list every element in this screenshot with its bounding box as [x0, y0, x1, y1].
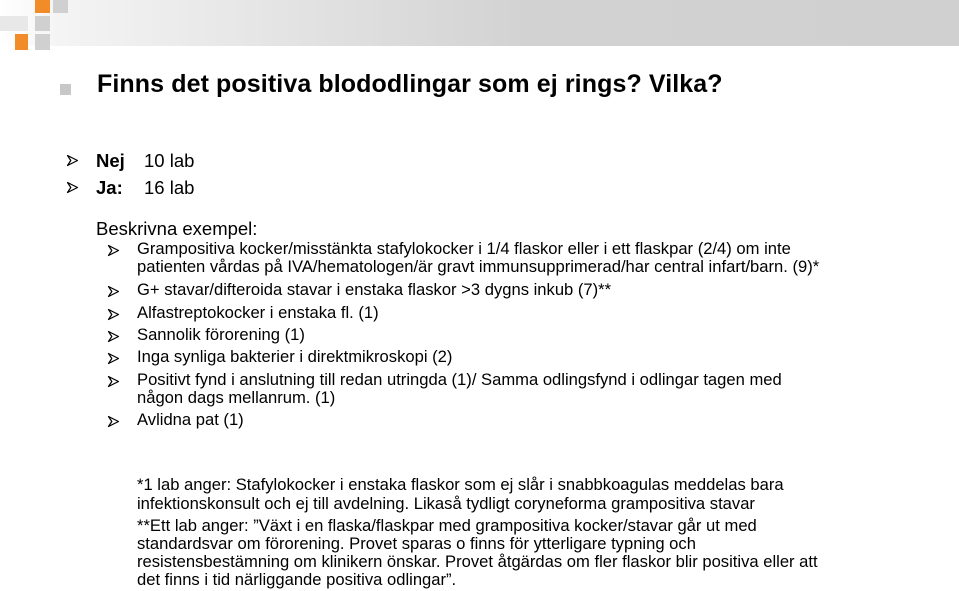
square-bullet-icon: [60, 84, 71, 95]
arrow-bullet-icon: [107, 375, 120, 388]
page-title: Finns det positiva blododlingar som ej rings? Vilka?: [97, 70, 723, 98]
answer-value: 10 lab: [144, 150, 195, 171]
list-item-line: någon dags mellanrum. (1): [137, 388, 336, 407]
list-item-line: Alfastreptokocker i enstaka fl. (1): [137, 303, 379, 322]
arrow-bullet-icon: [107, 308, 120, 321]
footnote-line: resistensbestämning om klinikern önskar. Provet åtgärdas om fler flaskor blir positiva eller att: [137, 552, 818, 571]
header-band: [0, 0, 959, 46]
footnote-line: det finns i tid närliggande positiva odlingar”.: [137, 570, 457, 589]
list-item-line: Inga synliga bakterier i direktmikroskopi (2): [137, 347, 453, 366]
footnote-line: **Ett lab anger: ”Växt i en flaska/flaskpar med grampositiva kocker/stavar går ut med: [137, 516, 757, 535]
arrow-bullet-icon: [66, 154, 79, 167]
arrow-bullet-icon: [107, 285, 120, 298]
footnote-line: standardsvar om förorening. Provet sparas o finns för ytterligare typning och: [137, 534, 696, 553]
arrow-bullet-icon: [107, 352, 120, 365]
list-item-line: Grampositiva kocker/misstänkta stafylokocker i 1/4 flaskor eller i ett flaskpar (2/4) om inte: [137, 239, 791, 258]
arrow-bullet-icon: [107, 244, 120, 257]
arrow-bullet-icon: [107, 330, 120, 343]
arrow-bullet-icon: [66, 181, 79, 194]
answer-value: 16 lab: [144, 177, 195, 198]
list-item-line: patienten vårdas på IVA/hematologen/är gravt immunsupprimerad/har central infart/barn. (9)*: [137, 257, 820, 276]
list-item-line: G+ stavar/difteroida stavar i enstaka flaskor >3 dygns inkub (7)**: [137, 280, 612, 299]
arrow-bullet-icon: [107, 415, 120, 428]
footnote-line: infektionskonsult och ej till avdelning. Likaså tydligt coryneforma grampositiva stavar: [137, 494, 755, 513]
list-item-line: Avlidna pat (1): [137, 410, 244, 429]
answer-label: Ja:: [96, 177, 123, 198]
examples-heading: Beskrivna exempel:: [96, 218, 258, 239]
list-item-line: Positivt fynd i anslutning till redan utringda (1)/ Samma odlingsfynd i odlingar tagen med: [137, 370, 782, 389]
answer-label: Nej: [96, 150, 125, 171]
list-item-line: Sannolik förorening (1): [137, 325, 305, 344]
footnote-line: *1 lab anger: Stafylokocker i enstaka flaskor som ej slår i snabbkoagulas meddelas bara: [137, 475, 784, 494]
